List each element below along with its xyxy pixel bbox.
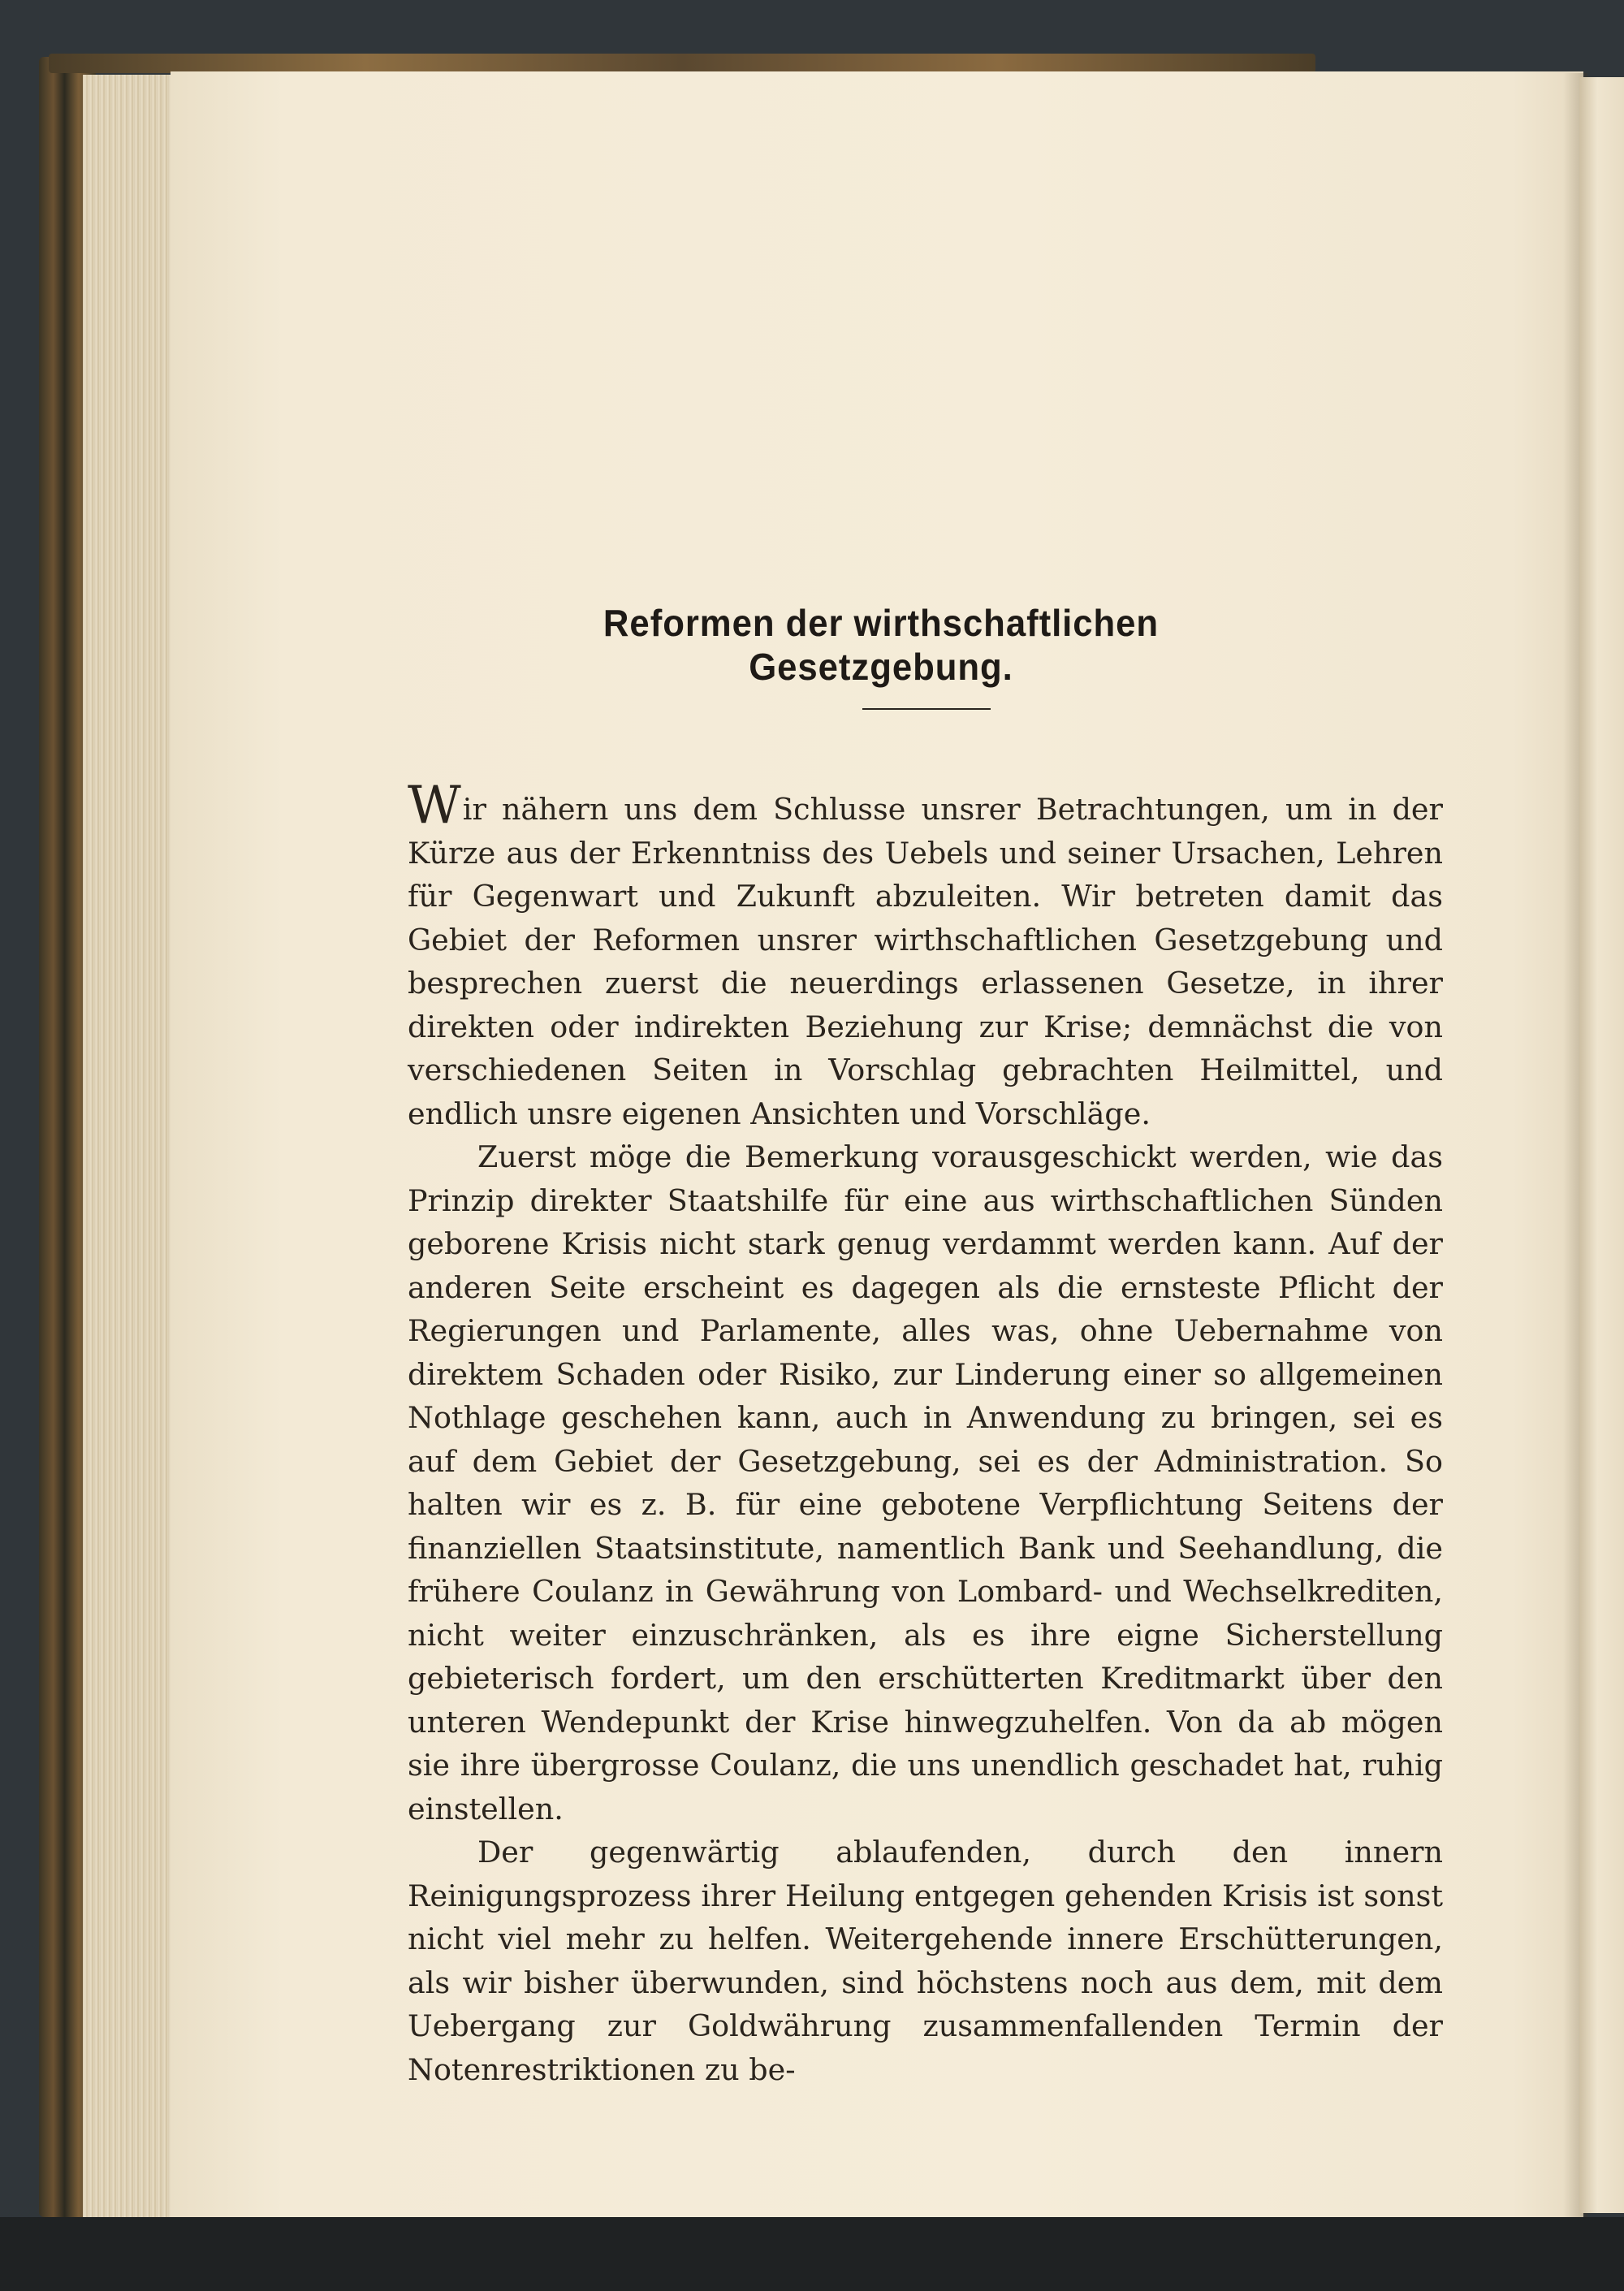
scan-background-bottom (0, 2217, 1624, 2291)
page-stack-edges (83, 75, 180, 2219)
facing-page-edge (1579, 77, 1624, 2213)
chapter-title: Reformen der wirthschaftlichen Gesetzgebung. (603, 602, 1160, 688)
paragraph-1 (408, 776, 1443, 1135)
book-cover-top-edge (49, 54, 1315, 73)
paragraph-3: Der gegenwärtig ablaufenden, durch den innern Reinigungsprozess ihrer Heilung entgegen gehenden Krisis ist sonst nicht viel mehr zu helfen. Weitergehende innere Erschütterungen, als wir bisher überwunden, sind höchstens noch aus dem, mit dem Uebergang zur Goldwährung zusammenfallenden Termin der Notenrestriktionen zu be- (408, 1835, 1443, 2087)
paragraph-1-text: ir nähern uns dem Schlusse unsrer Betrachtungen, um in der Kürze aus der Erkenntniss des Uebels und seiner Ursachen, Lehren für Gegenwart und Zukunft abzuleiten. Wir betreten damit das Gebiet der Reformen unsrer wirthschaftlichen Gesetzgebung und besprechen zuerst die neuerdings erlassenen Gesetze, in ihrer direkten oder indirekten Beziehung zur Krise; demnächst die von verschiedenen Seiten in Vorschlag gebrachten Heilmittel, und endlich unsre eigenen Ansichten und Vorschläge. (408, 792, 1443, 1131)
initial-letter: W (408, 776, 461, 836)
title-divider-rule (862, 708, 991, 710)
body-text (408, 776, 1443, 2091)
paragraph-2: Zuerst möge die Bemerkung vorausgeschickt werden, wie das Prinzip direkter Staatshilfe für eine aus wirthschaftlichen Sünden geborene Krisis nicht stark genug verdammt werden kann. Auf der anderen Seite erscheint es dagegen als die ernsteste Pflicht der Regierungen und Parlamente, alles was, ohne Uebernahme von direktem Schaden oder Risiko, zur Linderung einer so allgemeinen Nothlage geschehen kann, auch in Anwendung zu bringen, sei es auf dem Gebiet der Gesetzgebung, sei es der Administration. So halten wir es z. B. für eine gebotene Verpflichtung Seitens der finanziellen Staatsinstitute, namentlich Bank und Seehandlung, die frühere Coulanz in Gewährung von Lombard- und Wechselkrediten, nicht weiter einzuschränken, als es ihre eigne Sicherstellung gebieterisch fordert, um den erschütterten Kreditmarkt über den unteren Wendepunkt der Krise hinwegzuhelfen. Von da ab mögen sie ihre übergrosse Coulanz, die uns unendlich geschadet hat, ruhig einstellen. (408, 1139, 1443, 1826)
